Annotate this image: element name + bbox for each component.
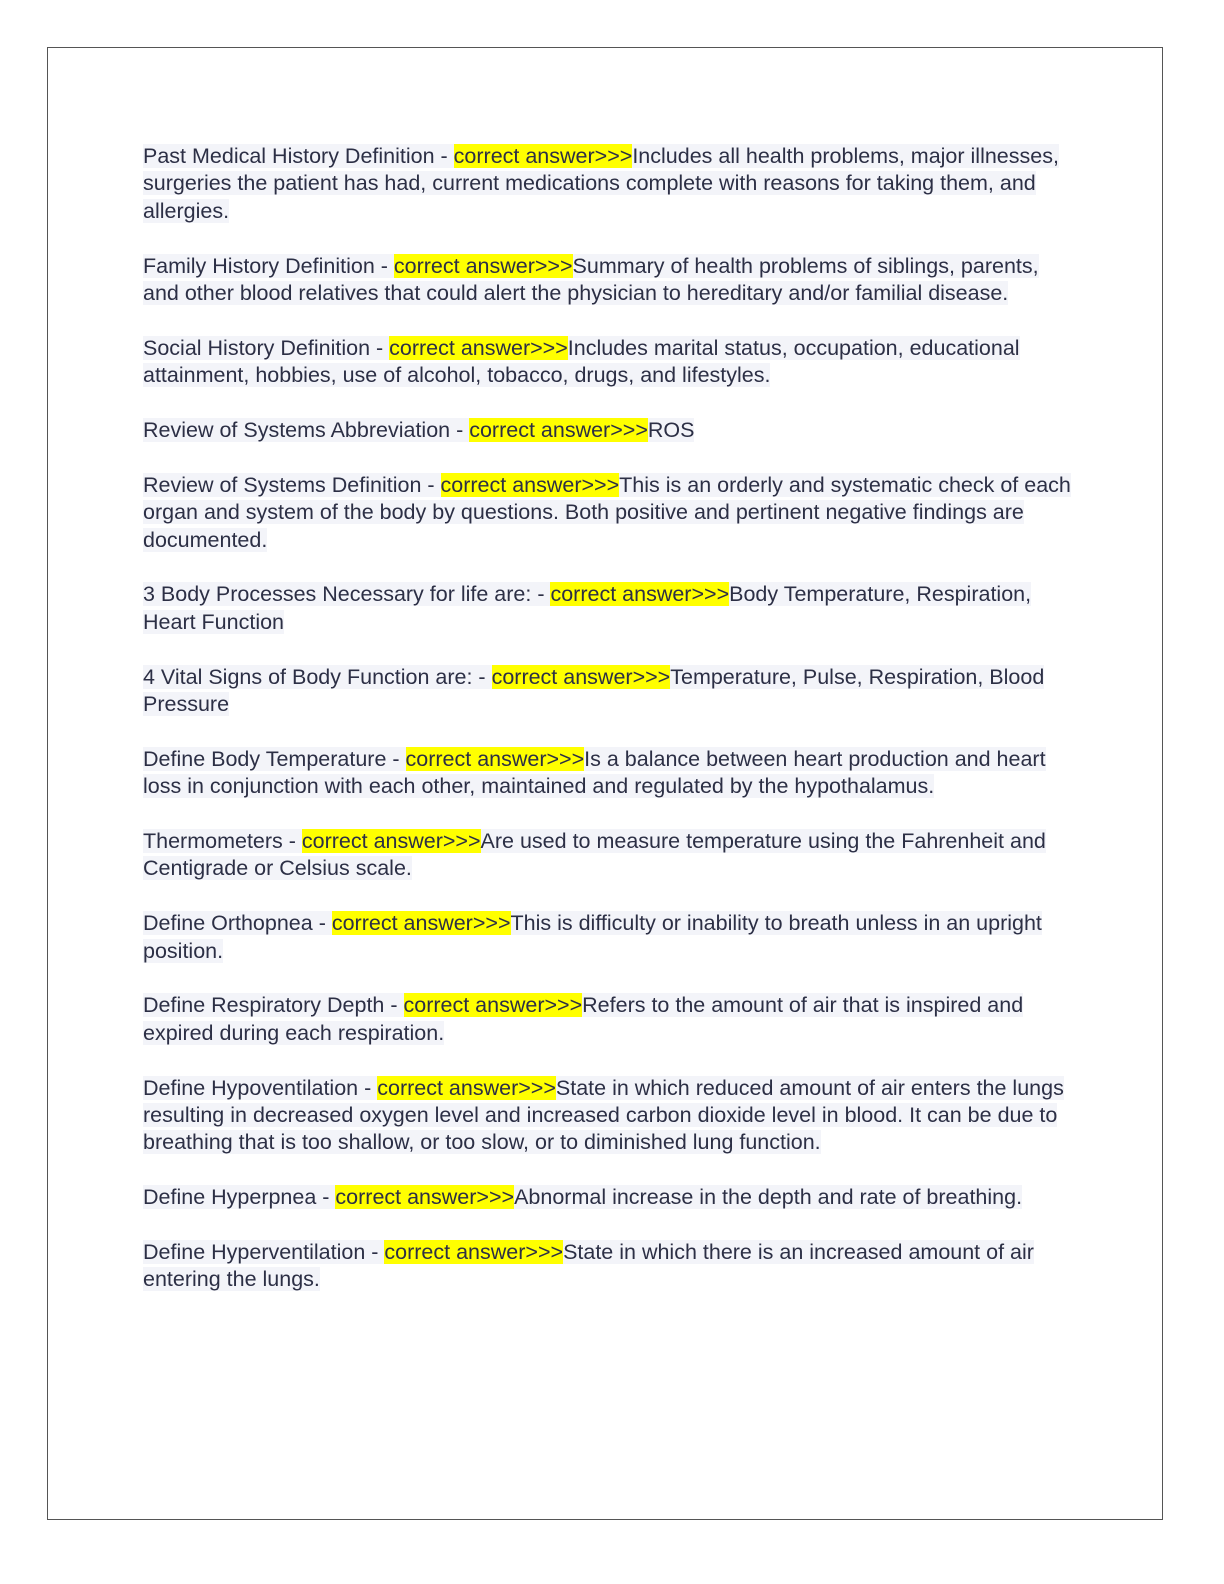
entry-answer: Abnormal increase in the depth and rate of breathing. (514, 1185, 1023, 1210)
entry-answer: Summary of health problems of siblings, parents, and other blood relatives that could alert the physician to hereditary and/or familial disease. (143, 253, 1039, 306)
answer-marker-highlight: correct answer>>> (405, 746, 585, 771)
answer-marker-highlight: correct answer>>> (550, 582, 730, 607)
answer-marker-highlight: correct answer>>> (469, 418, 648, 443)
entry-term: 3 Body Processes Necessary for life are: - (143, 582, 551, 607)
entry-answer: State in which there is an increased amount of air entering the lungs. (143, 1240, 1034, 1292)
answer-marker-highlight: correct answer>>> (453, 144, 633, 168)
qa-entry (143, 1239, 1078, 1294)
qa-entry (143, 1184, 1078, 1211)
entry-term: Thermometers - (143, 829, 302, 854)
qa-entry (143, 746, 1078, 801)
qa-entry (143, 143, 1078, 225)
answer-marker-highlight: correct answer>>> (491, 664, 671, 689)
entry-answer: Temperature, Pulse, Respiration, Blood Pressure (143, 664, 1045, 717)
answer-marker-highlight: correct answer>>> (393, 253, 573, 278)
qa-entry (143, 910, 1078, 965)
entry-answer: Includes all health problems, major illnesses, surgeries the patient has had, current medications complete with reasons for taking them, and allergies. (143, 144, 1059, 223)
entry-term: Define Hyperventilation - (143, 1240, 385, 1265)
entry-answer: This is difficulty or inability to breath unless in an upright position. (143, 911, 1042, 963)
document-body (143, 143, 1078, 1321)
entry-term: 4 Vital Signs of Body Function are: - (143, 664, 492, 689)
answer-marker-highlight: correct answer>>> (331, 911, 511, 936)
qa-entry (143, 335, 1078, 390)
entry-answer: This is an orderly and systematic check of each organ and system of the body by questions. Both positive and pertinent negative findings are documented. (143, 472, 1071, 552)
entry-term: Past Medical History Definition - (143, 144, 454, 168)
entry-term: Family History Definition - (143, 253, 394, 278)
answer-marker-highlight: correct answer>>> (389, 335, 568, 360)
qa-entry (143, 581, 1078, 636)
qa-entry (143, 1075, 1078, 1157)
qa-entry (143, 664, 1078, 719)
entry-term: Review of Systems Definition - (143, 472, 441, 497)
entry-answer: Includes marital status, occupation, educational attainment, hobbies, use of alcohol, tobacco, drugs, and lifestyles. (143, 335, 1020, 388)
entry-term: Define Respiratory Depth - (143, 993, 404, 1018)
qa-entry (143, 417, 1078, 444)
entry-term: Review of Systems Abbreviation - (143, 418, 470, 443)
answer-marker-highlight: correct answer>>> (403, 993, 583, 1018)
entry-term: Define Hyperpnea - (143, 1185, 336, 1210)
qa-entry (143, 472, 1078, 554)
answer-marker-highlight: correct answer>>> (377, 1075, 556, 1100)
qa-entry (143, 992, 1078, 1047)
entry-term: Social History Definition - (143, 335, 390, 360)
entry-term: Define Orthopnea - (143, 911, 332, 936)
entry-answer: Is a balance between heart production and heart loss in conjunction with each other, maintained and regulated by the hypothalamus. (143, 746, 1046, 799)
answer-marker-highlight: correct answer>>> (301, 829, 481, 854)
entry-answer: ROS (647, 418, 695, 443)
qa-entry (143, 253, 1078, 308)
entry-term: Define Hypoventilation - (143, 1075, 378, 1100)
entry-answer: Are used to measure temperature using the Fahrenheit and Centigrade or Celsius scale. (143, 829, 1046, 881)
answer-marker-highlight: correct answer>>> (440, 472, 620, 497)
qa-entry (143, 828, 1078, 883)
entry-term: Define Body Temperature - (143, 746, 406, 771)
answer-marker-highlight: correct answer>>> (384, 1240, 564, 1265)
answer-marker-highlight: correct answer>>> (335, 1185, 515, 1210)
entry-answer: State in which reduced amount of air enters the lungs resulting in decreased oxygen level and increased carbon dioxide level in blood. It can be due to breathing that is too shallow, or too slow, or to diminished lung function. (143, 1075, 1064, 1155)
entry-answer: Refers to the amount of air that is inspired and expired during each respiration. (143, 993, 1024, 1045)
entry-answer: Body Temperature, Respiration, Heart Function (143, 582, 1032, 634)
